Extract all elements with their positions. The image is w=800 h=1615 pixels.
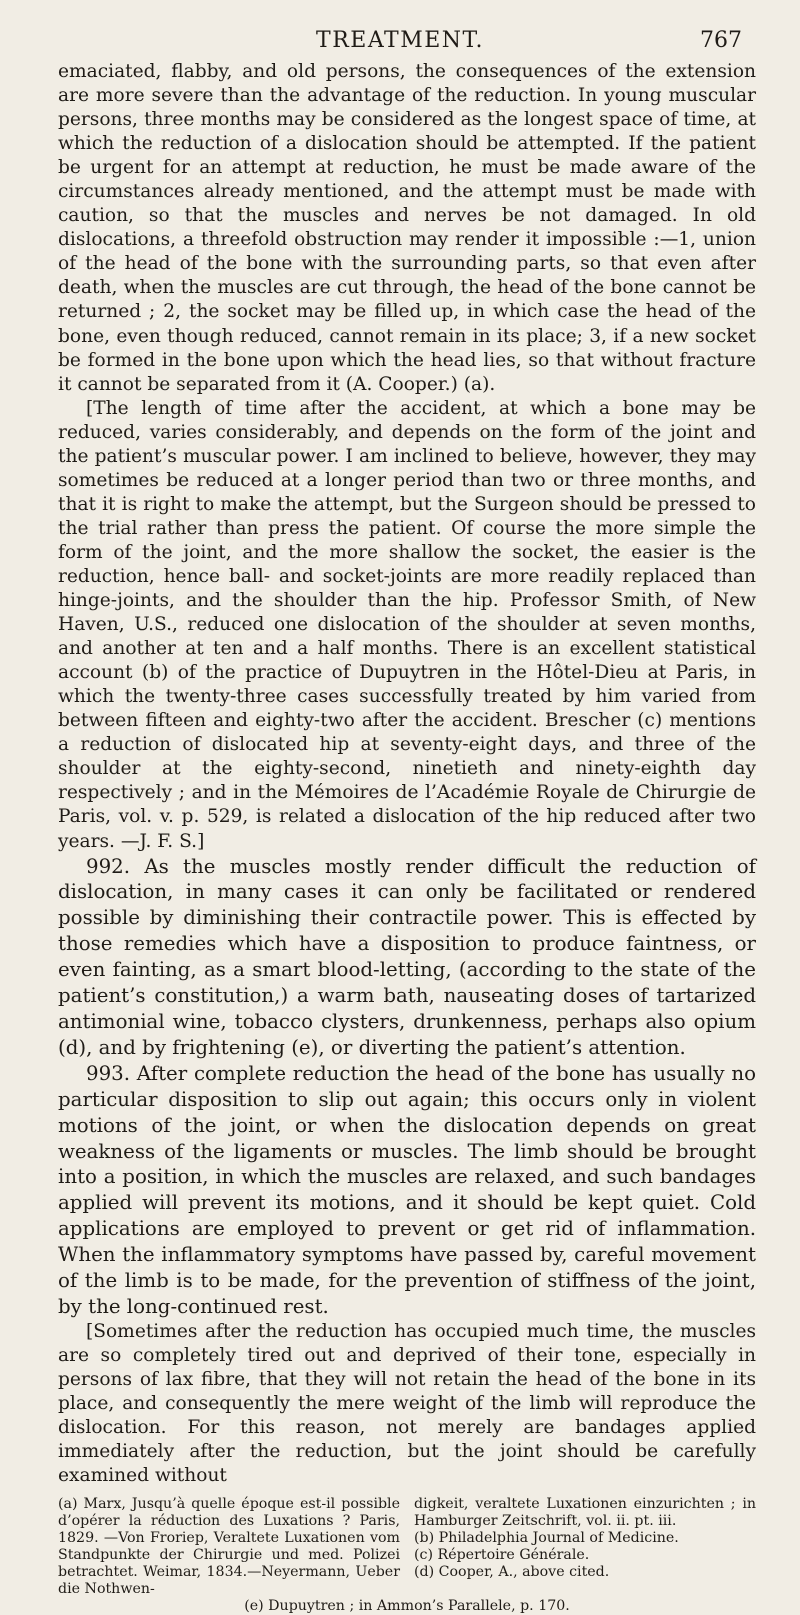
footnote-e-row — [58, 1598, 756, 1615]
paragraph-992: 992. As the muscles mostly render difficult the reduction of dislocation, in many cases it can only be facilitated or rendered possible by diminishing their contractile power. This is effected by those remedies which have a disposition to produce faintness, or even fainting, as a smart blood-letting, (according to the state of the patient’s constitution,) a warm bath, nauseating doses of tartarized antimonial wine, tobacco clysters, drunkenness, perhaps also opium (d), and by frightening (e), or diverting the patient’s attention. — [58, 854, 756, 1059]
paragraph-editor-note: [The length of time after the accident, at which a bone may be reduced, varies considerably, and depends on the form of the joint and the patient’s muscular power. I am inclined to believe, however, they may sometimes be reduced at a longer period than two or three months, and that it is right to make the attempt, but the Surgeon should be pressed to the trial rather than press the patient. Of course the more simple the form of the joint, and the more shallow the socket, the easier is the reduction, hence ball- and socket-joints are more readily replaced than hinge-joints, and the shoulder than the hip. Professor Smith, of New Haven, U.S., reduced one dislocation of the shoulder at seven months, and another at ten and a half months. There is an excellent statistical account (b) of the practice of Dupuytren in the Hôtel-Dieu at Paris, in which the twenty-three cases successfully treated by him varied from between fifteen and eighty-two after the accident. Brescher (c) mentions a reduction of dislocated hip at seventy-eight days, and three of the shoulder at the eighty-second, ninetieth and ninety-eighth day respectively ; and in the Mémoires de l’Académie Royale de Chirurgie de Paris, vol. v. p. 529, is related a dislocation of the hip reduced after two years. —J. F. S.] — [58, 397, 756, 852]
footnotes-left-column — [58, 1496, 400, 1598]
body-text — [58, 60, 756, 1615]
page-header — [58, 26, 742, 60]
paragraph-993: 993. After complete reduction the head of the bone has usually no particular disposition to slip out again; this occurs only in violent motions of the joint, or when the dislocation depends on great weakness of the ligaments or muscles. The limb should be brought into a position, in which the muscles are relaxed, and such bandages applied will prevent its motions, and it should be kept quiet. Cold applications are employed to prevent or get rid of inflammation. When the inflammatory symptoms have passed by, careful movement of the limb is to be made, for the prevention of stiffness of the joint, by the long-continued rest. — [58, 1061, 756, 1318]
footnote-d: (d) Cooper, A., above cited. — [414, 1564, 610, 1581]
footnote-a: (a) Marx, Jusqu’à quelle époque est-il possible d’opérer la réduction des Luxations ? Paris, 1829. —Von Froriep, Veraltete Luxationen vom Standpunkte der Chirurgie und med. Polizei betrachtet. Weimar, 1834.—Neyermann, Ueber die Nothwen- — [58, 1496, 400, 1598]
footnotes-right-column — [414, 1496, 756, 1598]
footnotes — [58, 1496, 756, 1598]
footnote-b: (b) Philadelphia Journal of Medicine. — [414, 1530, 679, 1547]
footnote-c: (c) Répertoire Générale. — [414, 1547, 590, 1564]
footnote-e: (e) Dupuytren ; in Ammon’s Parallele, p. 170. — [244, 1598, 570, 1615]
page-number: 767 — [700, 28, 742, 53]
running-title: TREATMENT. — [316, 28, 484, 53]
paragraph-continued: emaciated, flabby, and old persons, the consequences of the extension are more severe than the advantage of the reduction. In young muscular persons, three months may be considered as the longest space of time, at which the reduction of a dislocation should be attempted. If the patient be urgent for an attempt at reduction, he must be made aware of the circumstances already mentioned, and the attempt must be made with caution, so that the muscles and nerves be not damaged. In old dislocations, a threefold obstruction may render it impossible :—1, union of the head of the bone with the surrounding parts, so that even after death, when the muscles are cut through, the head of the bone cannot be returned ; 2, the socket may be filled up, in which case the head of the bone, even though reduced, cannot remain in its place; 3, if a new socket be formed in the bone upon which the head lies, so that without fracture it cannot be separated from it (A. Cooper.) (a). — [58, 61, 756, 395]
paragraph-editor-note-2: [Sometimes after the reduction has occupied much time, the muscles are so completely tired out and deprived of their tone, especially in persons of lax fibre, that they will not retain the head of the bone in its place, and consequently the mere weight of the limb will reproduce the dislocation. For this reason, not merely are bandages applied immediately after the reduction, but the joint should be carefully examined without — [58, 1320, 756, 1487]
footnote-a-continued: digkeit, veraltete Luxationen einzurichten ; in Hamburger Zeitschrift, vol. ii. pt. iii. — [414, 1496, 756, 1530]
